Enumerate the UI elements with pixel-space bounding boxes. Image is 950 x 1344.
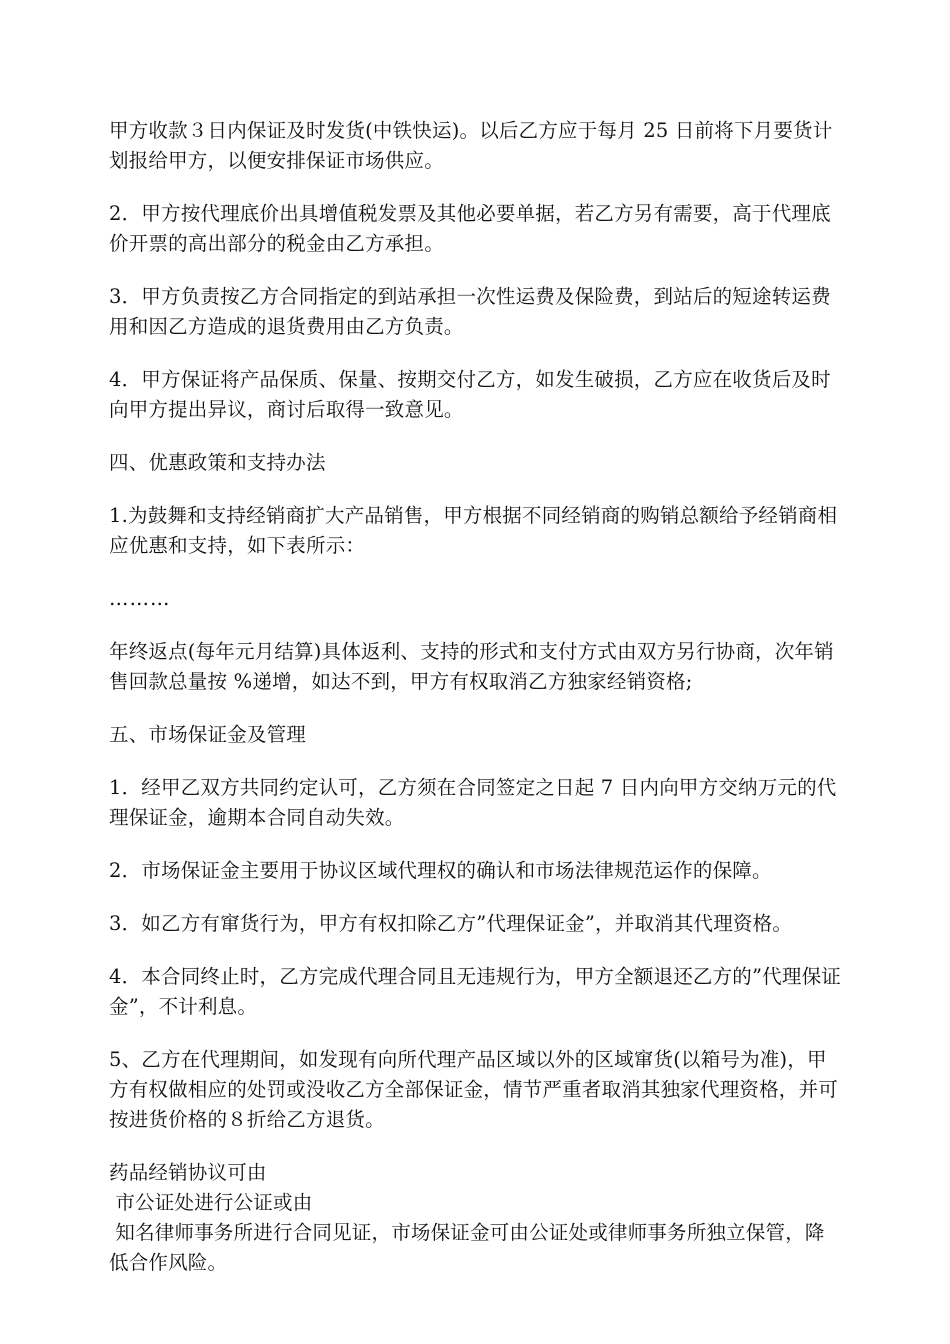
section-heading-deposit: 五、市场保证金及管理 — [109, 723, 307, 746]
deposit-item-5: 5、乙方在代理期间，如发现有向所代理产品区域以外的区域窜货(以箱号为准)，甲方有权做相应的处罚或没收乙方全部保证金，情节严重者取消其独家代理资格，并可按进货价格的８折给乙方退货。 — [109, 1048, 838, 1131]
deposit-item-3: 3．如乙方有窜货行为，甲方有权扣除乙方”代理保证金”，并取消其代理资格。 — [109, 912, 793, 935]
closing-notary-block — [109, 1158, 841, 1278]
closing-line-1: 药品经销协议可由 — [109, 1161, 267, 1184]
paragraph-quality: 4．甲方保证将产品保质、保量、按期交付乙方，如发生破损，乙方应在收货后及时向甲方提出异议，商讨后取得一致意见。 — [109, 368, 831, 421]
paragraph-support: 1.为鼓舞和支持经销商扩大产品销售，甲方根据不同经销商的购销总额给予经销商相应优惠和支持，如下表所示： — [109, 504, 838, 557]
deposit-item-2: 2．市场保证金主要用于协议区域代理权的确认和市场法律规范运作的保障。 — [109, 859, 772, 882]
section-heading-discounts: 四、优惠政策和支持办法 — [109, 451, 326, 474]
paragraph-freight: 3．甲方负责按乙方合同指定的到站承担一次性运费及保险费，到站后的短途转运费用和因乙方造成的退货费用由乙方负责。 — [109, 285, 831, 338]
ellipsis-placeholder: ……… — [109, 587, 171, 610]
deposit-item-1: 1．经甲乙双方共同约定认可，乙方须在合同签定之日起 7 日内向甲方交纳万元的代理保证金，逾期本合同自动失效。 — [109, 776, 837, 829]
closing-line-2: 市公证处进行公证或由 — [109, 1191, 313, 1214]
paragraph-invoice: 2．甲方按代理底价出具增值税发票及其他必要单据，若乙方另有需要，高于代理底价开票的高出部分的税金由乙方承担。 — [109, 202, 831, 255]
paragraph-rebate: 年终返点(每年元月结算)具体返利、支持的形式和支付方式由双方另行协商，次年销售回款总量按 %递增，如达不到，甲方有权取消乙方独家经销资格; — [109, 640, 834, 693]
paragraph-delivery: 甲方收款３日内保证及时发货(中铁快运)。以后乙方应于每月 25 日前将下月要货计划报给甲方，以便安排保证市场供应。 — [109, 119, 833, 172]
deposit-item-4: 4．本合同终止时，乙方完成代理合同且无违规行为，甲方全额退还乙方的”代理保证金”，不计利息。 — [109, 965, 841, 1018]
document-body — [109, 116, 841, 1278]
closing-line-3: 知名律师事务所进行合同见证，市场保证金可由公证处或律师事务所独立保管，降低合作风险。 — [109, 1221, 825, 1274]
